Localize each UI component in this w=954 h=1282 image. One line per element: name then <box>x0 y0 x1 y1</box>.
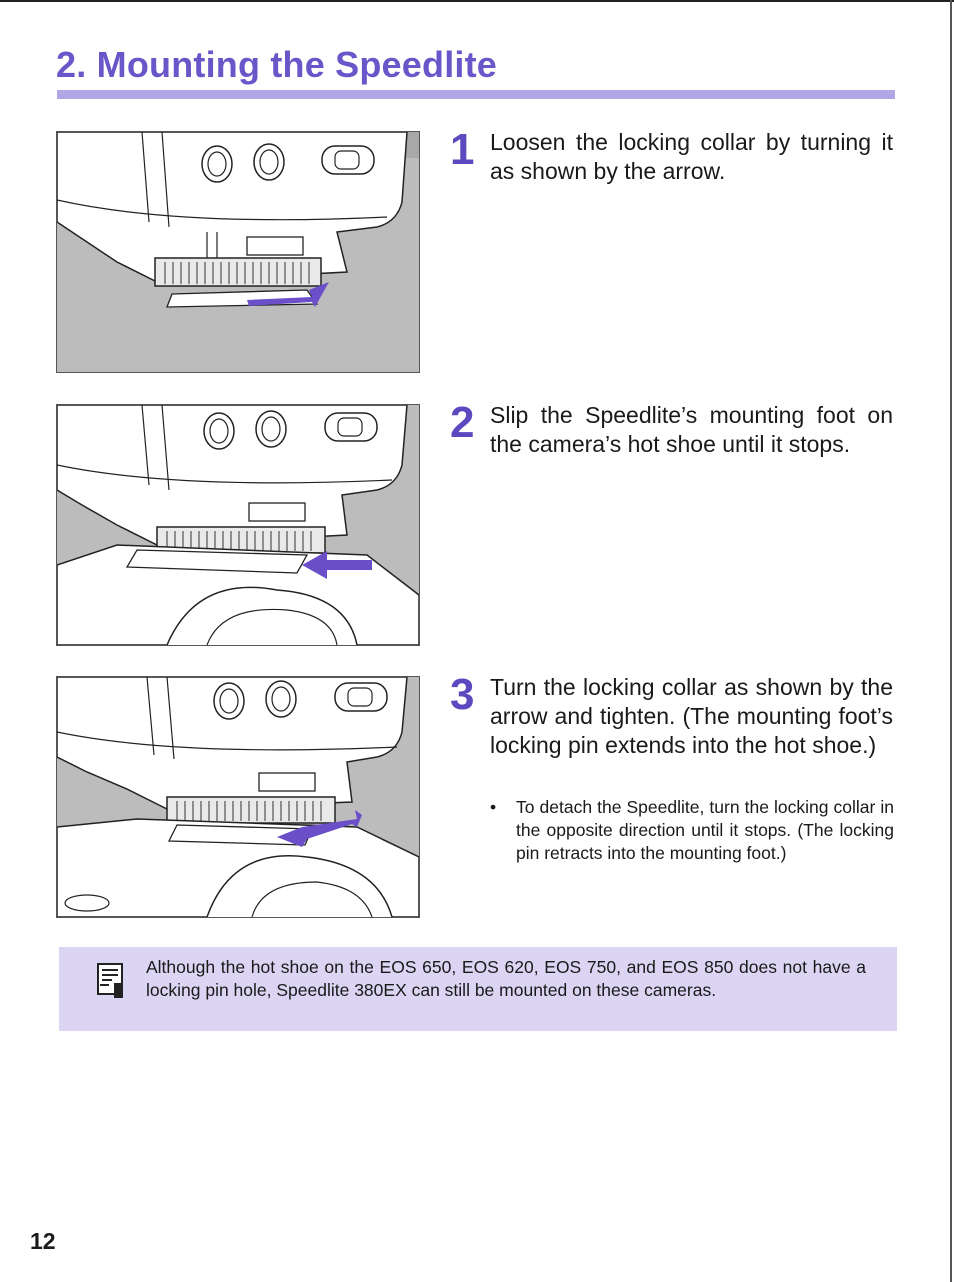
figure-slip-foot <box>56 404 420 646</box>
bullet-mark: • <box>490 797 497 817</box>
note-text: Although the hot shoe on the EOS 650, EOS 620, EOS 750, and EOS 850 does not have a locking pin hole, Speedlite 380EX can still be mounted on these cameras. <box>146 957 866 1000</box>
step-number: 1 <box>450 125 475 174</box>
step-number: 2 <box>450 398 475 447</box>
figure-tighten-collar <box>56 676 420 918</box>
step-number: 3 <box>450 670 475 719</box>
page-title: 2. Mounting the Speedlite <box>56 44 498 85</box>
step-text: Turn the locking collar as shown by the arrow and tighten. (The mounting foot’s locking pin extends into the hot shoe.) <box>490 674 893 758</box>
right-border <box>950 0 952 1282</box>
bullet-text: To detach the Speedlite, turn the locking collar in the opposite direction until it stops. (The locking pin retracts into the mounting foot.) <box>516 797 894 863</box>
figure-loosen-collar <box>56 131 420 373</box>
step-text: Slip the Speedlite’s mounting foot on the camera’s hot shoe until it stops. <box>490 402 893 457</box>
memo-icon <box>97 963 125 999</box>
title-rule <box>57 90 895 99</box>
top-border <box>0 0 954 2</box>
step-text: Loosen the locking collar by turning it as shown by the arrow. <box>490 129 893 184</box>
note-box <box>59 947 897 1031</box>
page-number: 12 <box>30 1228 56 1254</box>
